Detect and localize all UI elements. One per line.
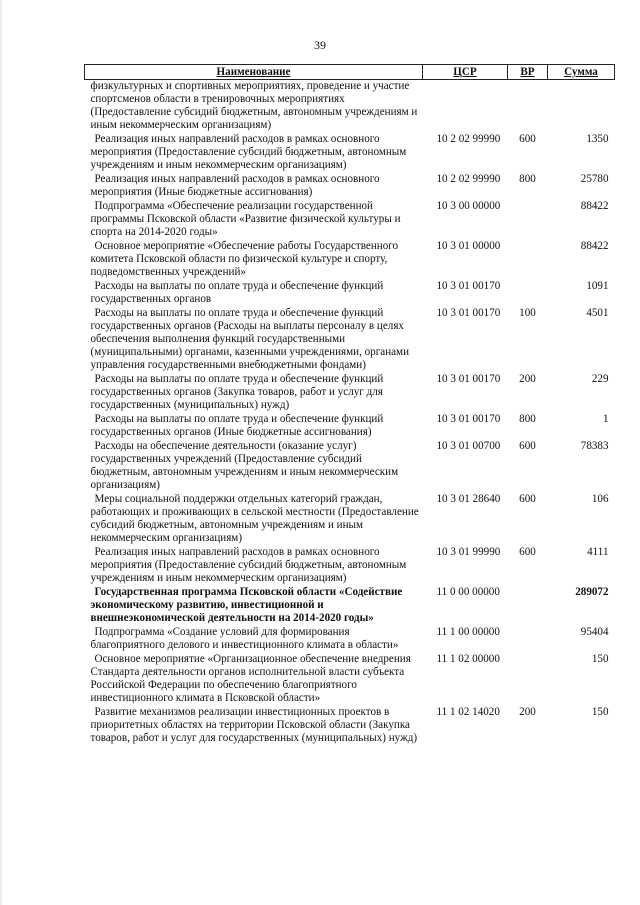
row-csr: 10 3 01 00000 [436, 240, 501, 252]
table-row [85, 626, 615, 653]
table-row [85, 80, 615, 134]
row-sum: 150 [591, 653, 609, 665]
table-row [85, 440, 615, 493]
table-row [85, 280, 615, 307]
row-csr: 10 3 01 00170 [436, 280, 501, 292]
row-sum: 4501 [586, 307, 609, 319]
row-name: Реализация иных направлений расходов в рамках основного мероприятия (Предоставление субсидий бюджетным, автономным учреждениям и иным некоммерческим организациям) [90, 546, 407, 584]
row-name: Подпрограмма «Создание условий для формирования благоприятного делового и инвестиционного климата в области» [90, 626, 399, 651]
row-name: Реализация иных направлений расходов в рамках основного мероприятия (Предоставление субсидий бюджетным, автономным учреждениям и иным некоммерческим организациям) [90, 133, 407, 171]
table-row [85, 706, 615, 746]
row-sum [548, 80, 615, 134]
header-name: Наименование [85, 65, 423, 80]
row-name: Развитие механизмов реализации инвестиционных проектов в приоритетных областях на территории Псковской области (Закупка товаров, работ и услуг для государственных (муниципальных) нужд) [90, 706, 418, 744]
row-name: Расходы на выплаты по оплате труда и обеспечение функций государственных органов [90, 280, 384, 305]
row-name: Расходы на выплаты по оплате труда и обеспечение функций государственных органов (Иные бюджетные ассигнования) [90, 413, 384, 438]
row-vr [508, 200, 548, 240]
row-vr: 600 [519, 546, 536, 558]
row-name: Расходы на обеспечение деятельности (оказание услуг) государственных учреждений (Предоставление субсидий бюджетным, автономным учреждениям и иным некоммерческим организациям) [90, 440, 399, 491]
row-csr: 10 3 01 99990 [436, 546, 501, 558]
row-sum: 95404 [580, 626, 609, 638]
row-name: Реализация иных направлений расходов в рамках основного мероприятия (Иные бюджетные ассигнования) [90, 173, 380, 198]
table-row [85, 307, 615, 373]
row-name: физкультурных и спортивных мероприятиях, проведение и участие спортсменов области в тренировочных мероприятиях (Предоставление субсидий бюджетным, автономным учреждениям и иным некоммерческим организациям) [90, 80, 418, 131]
row-csr: 10 3 00 00000 [436, 200, 501, 212]
row-vr [508, 626, 548, 653]
header-sum: Сумма [548, 65, 615, 80]
row-csr: 10 3 01 00170 [436, 373, 501, 385]
row-sum: 229 [591, 373, 609, 385]
row-csr: 10 3 01 28640 [436, 493, 501, 505]
table-row [85, 373, 615, 413]
row-vr: 600 [519, 440, 536, 452]
header-vr: ВР [508, 65, 548, 80]
row-vr: 200 [519, 706, 536, 718]
row-csr: 10 2 02 99990 [436, 133, 501, 145]
row-vr [508, 80, 548, 134]
table-row [85, 133, 615, 173]
table-row [85, 200, 615, 240]
row-vr: 600 [519, 133, 536, 145]
row-vr: 200 [519, 373, 536, 385]
header-csr: ЦСР [423, 65, 508, 80]
row-csr: 10 3 01 00700 [436, 440, 501, 452]
row-sum: 88422 [580, 200, 609, 212]
row-sum: 88422 [580, 240, 609, 252]
page-number: 39 [314, 38, 326, 52]
row-name: Подпрограмма «Обеспечение реализации государственной программы Псковской области «Развитие физической культуры и спорта на 2014-2020 годы» [90, 200, 401, 238]
row-vr [508, 240, 548, 280]
table-row [85, 240, 615, 280]
row-csr: 11 0 00 00000 [436, 586, 500, 598]
row-vr [508, 586, 548, 626]
table-body [85, 80, 615, 747]
scan-edge [0, 0, 3, 905]
row-sum: 150 [591, 706, 609, 718]
row-sum: 1091 [586, 280, 609, 292]
row-csr: 11 1 02 14020 [436, 706, 500, 718]
row-sum: 1 [602, 413, 609, 425]
row-name: Расходы на выплаты по оплате труда и обеспечение функций государственных органов (Расходы на выплаты персоналу в целях обеспечения выполнения функций государственными (муниципальными) органами, казенными учреждениями, органами управления государственными внебюджетными фондами) [90, 307, 410, 371]
row-csr: 11 1 00 00000 [436, 626, 500, 638]
row-csr: 11 1 02 00000 [436, 653, 500, 665]
table-row [85, 586, 615, 626]
row-sum: 78383 [580, 440, 609, 452]
row-csr: 10 2 02 99990 [436, 173, 501, 185]
row-sum: 25780 [580, 173, 609, 185]
table-row [85, 493, 615, 546]
table-header-row [85, 65, 615, 80]
budget-table [84, 64, 615, 746]
table-row [85, 413, 615, 440]
row-csr: 10 3 01 00170 [436, 413, 501, 425]
row-vr [508, 280, 548, 307]
row-sum: 289072 [575, 586, 609, 598]
row-name: Меры социальной поддержки отдельных категорий граждан, работающих и проживающих в сельской местности (Предоставление субсидий бюджетным, автономным учреждениям и иным некоммерческим организациям) [90, 493, 419, 544]
row-vr [508, 653, 548, 706]
row-sum: 1350 [586, 133, 609, 145]
row-name: Расходы на выплаты по оплате труда и обеспечение функций государственных органов (Закупка товаров, работ и услуг для государственных (муниципальных) нужд) [90, 373, 384, 411]
table-row [85, 653, 615, 706]
row-vr: 800 [519, 173, 536, 185]
row-sum: 106 [591, 493, 609, 505]
row-vr: 600 [519, 493, 536, 505]
row-sum: 4111 [587, 546, 609, 558]
row-name: Основное мероприятие «Обеспечение работы Государственного комитета Псковской области по физической культуре и спорту, подведомственных учреждений» [90, 240, 399, 278]
row-name: Основное мероприятие «Организационное обеспечение внедрения Стандарта деятельности органов исполнительной власти субъекта Российской Федерации по обеспечению благоприятного инвестиционного климата в Псковской области» [90, 653, 411, 704]
row-name: Государственная программа Псковской области «Содействие экономическому развитию, инвестиционной и внешнеэкономической деятельности на 2014-2020 годы» [90, 586, 403, 624]
table-row [85, 173, 615, 200]
row-csr: 10 3 01 00170 [436, 307, 501, 319]
table-row [85, 546, 615, 586]
row-csr [423, 80, 508, 134]
row-vr: 100 [519, 307, 536, 319]
row-vr: 800 [519, 413, 536, 425]
